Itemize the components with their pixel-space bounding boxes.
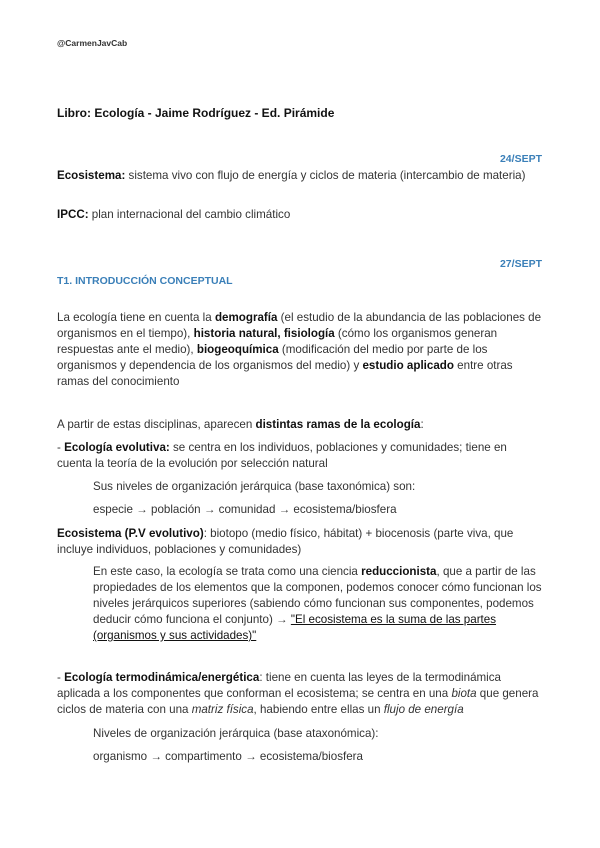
definition-text: sistema vivo con flujo de energía y ciclos de materia (intercambio de materia) <box>125 169 526 182</box>
bold-term: Ecosistema (P.V evolutivo) <box>57 527 204 540</box>
text: En este caso, la ecología se trata como una ciencia <box>93 565 362 578</box>
termodinamica-levels-label: Niveles de organización jerárquica (base ataxonómica): <box>93 727 379 740</box>
text: - <box>57 441 65 454</box>
bold-term: Ecología evolutiva: <box>64 441 170 454</box>
bold-term: demografía <box>214 311 278 324</box>
italic-term: matriz física <box>191 703 254 716</box>
author-handle: @CarmenJavCab <box>57 38 128 48</box>
text: , habiendo entre ellas un <box>253 703 384 716</box>
bold-term: historia natural, fisiología <box>193 327 335 340</box>
text: : tiene en cuenta las leyes de la termodinámica aplicada a los componentes que conforman el ecosistema; se centra en una <box>57 671 502 700</box>
text: - <box>57 671 65 684</box>
term-ecosistema: Ecosistema: <box>57 169 126 182</box>
definition-ecosistema <box>57 168 543 184</box>
text: La ecología tiene en cuenta la <box>57 311 215 324</box>
italic-term: flujo de energía <box>383 703 464 716</box>
branches-paragraph <box>57 417 543 433</box>
intro-paragraph <box>57 310 543 390</box>
book-title: Libro: Ecología - Jaime Rodríguez - Ed. Pirámide <box>57 106 335 120</box>
bold-term: distintas ramas de la ecología <box>255 418 421 431</box>
definition-ipcc <box>57 207 543 223</box>
reduccionista-paragraph <box>93 564 543 644</box>
evolutiva-paragraph <box>57 440 543 472</box>
text: : <box>420 418 424 431</box>
termodinamica-levels: organismo → compartimento → ecosistema/biosfera <box>93 750 363 763</box>
ecosistema-evolutivo-paragraph <box>57 526 543 558</box>
text: entre otras ramas del conocimiento <box>57 359 513 388</box>
text: , que a partir de las propiedades de los elementos que la componen, podemos conocer cómo funcionan los niveles jerárquicos superiores (sabiendo cómo funcionan sus componentes, podemos deducir cómo funciona el conjunto) → <box>93 565 542 626</box>
termodinamica-paragraph <box>57 670 543 718</box>
text: (el estudio de la abundancia de las poblaciones de organismos en el tiempo), <box>57 311 542 340</box>
bold-term: reduccionista <box>361 565 437 578</box>
bold-term: biogeoquímica <box>196 343 279 356</box>
text: A partir de estas disciplinas, aparecen <box>57 418 256 431</box>
text: (cómo los organismos generan respuestas ante el medio), <box>57 327 498 356</box>
text: que genera ciclos de materia con una <box>57 687 539 716</box>
bold-term: estudio aplicado <box>362 359 454 372</box>
term-ipcc: IPCC: <box>57 208 89 221</box>
date-label: 27/SEPT <box>499 258 542 270</box>
definition-text: plan internacional del cambio climático <box>88 208 291 221</box>
italic-term: biota <box>451 687 477 700</box>
section-title: T1. INTRODUCCIÓN CONCEPTUAL <box>57 275 233 287</box>
text: (modificación del medio por parte de los organismos y dependencia de los organismos del medio) y <box>57 343 488 372</box>
evolutiva-levels: especie → población → comunidad → ecosistema/biosfera <box>93 503 397 516</box>
date-label: 24/SEPT <box>499 153 542 165</box>
underlined-quote: "El ecosistema es la suma de las partes (organismos y sus actividades)" <box>93 613 497 642</box>
text: se centra en los individuos, poblaciones y comunidades; tiene en cuenta la teoría de la evolución por selección natural <box>57 441 507 470</box>
text: : biotopo (medio físico, hábitat) + biocenosis (parte viva, que incluye individuos, poblaciones y comunidades) <box>57 527 514 556</box>
bold-term: Ecología termodinámica/energética <box>64 671 260 684</box>
evolutiva-levels-label: Sus niveles de organización jerárquica (base taxonómica) son: <box>93 480 416 493</box>
